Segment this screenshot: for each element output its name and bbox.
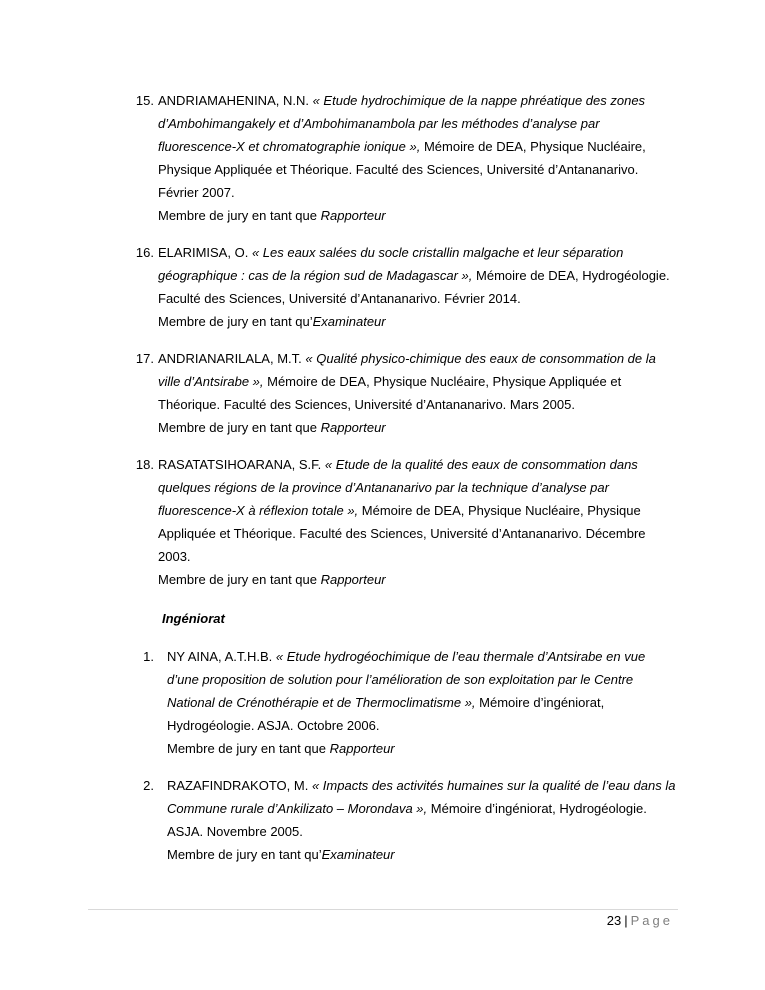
item-details: Mémoire de DEA, Physique Nucléaire, Physique Appliquée et Théorique. Faculté des Sciences, Université d’Antananarivo. Décembre 2003.: [158, 503, 646, 564]
item-title: « Les eaux salées du socle cristallin malgache et leur séparation géographique : cas de la région sud de Madagascar »,: [158, 245, 624, 283]
item-details: Mémoire de DEA, Physique Nucléaire, Physique Appliquée et Théorique. Faculté des Sciences, Université d’Antananarivo. Février 2007.: [158, 139, 646, 200]
item-number: 18.: [135, 457, 154, 472]
item-details: Mémoire d’ingéniorat, Hydrogéologie. ASJA. Novembre 2005.: [167, 801, 647, 839]
page-footer: [607, 912, 673, 930]
footer-separator: |: [624, 913, 628, 928]
item-number: 15.: [135, 93, 154, 108]
item-author: NY AINA, A.T.H.B.: [167, 649, 273, 664]
item-role: Examinateur: [312, 314, 386, 329]
dea-entry-list: [0, 89, 765, 591]
list-item: [0, 453, 765, 591]
item-title: « Etude hydrochimique de la nappe phréatique des zones d’Ambohimangakely et d’Ambohimanambola par les méthodes d’analyse par fluorescence-X et chromatographie ionique »,: [158, 93, 646, 154]
item-author: ANDRIAMAHENINA, N.N.: [158, 93, 309, 108]
item-number: 17.: [135, 351, 154, 366]
item-role-prefix: Membre de jury en tant que: [158, 208, 321, 223]
item-role-prefix: Membre de jury en tant que: [158, 572, 321, 587]
item-role: Examinateur: [321, 847, 395, 862]
item-role: Rapporteur: [320, 420, 386, 435]
ingeniorat-entry-list: [0, 645, 765, 866]
item-role-prefix: Membre de jury en tant que: [167, 741, 330, 756]
item-role: Rapporteur: [329, 741, 395, 756]
item-title: « Etude hydrogéochimique de l’eau thermale d’Antsirabe en vue d’une proposition de solution pour l’amélioration de son exploitation par le Centre National de Crénothérapie et de Thermoclimatisme »,: [167, 649, 646, 710]
footer-divider: [88, 909, 678, 910]
item-details: Mémoire d’ingéniorat, Hydrogéologie. ASJA. Octobre 2006.: [167, 695, 605, 733]
item-number: 16.: [135, 245, 154, 260]
item-author: ELARIMISA, O.: [158, 245, 249, 260]
item-role-prefix: Membre de jury en tant qu’: [158, 314, 313, 329]
list-item: [0, 774, 765, 866]
list-item: [0, 89, 765, 227]
item-details: Mémoire de DEA, Physique Nucléaire, Physique Appliquée et Théorique. Faculté des Sciences, Université d’Antananarivo. Mars 2005.: [158, 374, 622, 412]
page-number: 23: [606, 913, 622, 928]
item-author: ANDRIANARILALA, M.T.: [158, 351, 302, 366]
item-role: Rapporteur: [320, 572, 386, 587]
section-heading-ingeniorat: Ingéniorat: [162, 611, 225, 626]
item-title: « Qualité physico-chimique des eaux de consommation de la ville d’Antsirabe »,: [158, 351, 656, 389]
item-role: Rapporteur: [320, 208, 386, 223]
item-author: RASATATSIHOARANA, S.F.: [158, 457, 322, 472]
page-content: [0, 89, 765, 866]
item-details: Mémoire de DEA, Hydrogéologie. Faculté des Sciences, Université d’Antananarivo. Février 2014.: [158, 268, 670, 306]
item-role-prefix: Membre de jury en tant qu’: [167, 847, 322, 862]
item-title: « Impacts des activités humaines sur la qualité de l’eau dans la Commune rurale d’Ankilizato – Morondava »,: [167, 778, 676, 816]
page-label: Page: [630, 913, 673, 928]
list-item: [0, 241, 765, 333]
item-author: RAZAFINDRAKOTO, M.: [167, 778, 309, 793]
item-number: 2.: [143, 778, 154, 793]
list-item: [0, 645, 765, 760]
item-title: « Etude de la qualité des eaux de consommation dans quelques régions de la province d’Antananarivo par la technique d’analyse par fluorescence-X à réflexion totale »,: [158, 457, 638, 518]
item-role-prefix: Membre de jury en tant que: [158, 420, 321, 435]
list-item: [0, 347, 765, 439]
item-number: 1.: [143, 649, 154, 664]
